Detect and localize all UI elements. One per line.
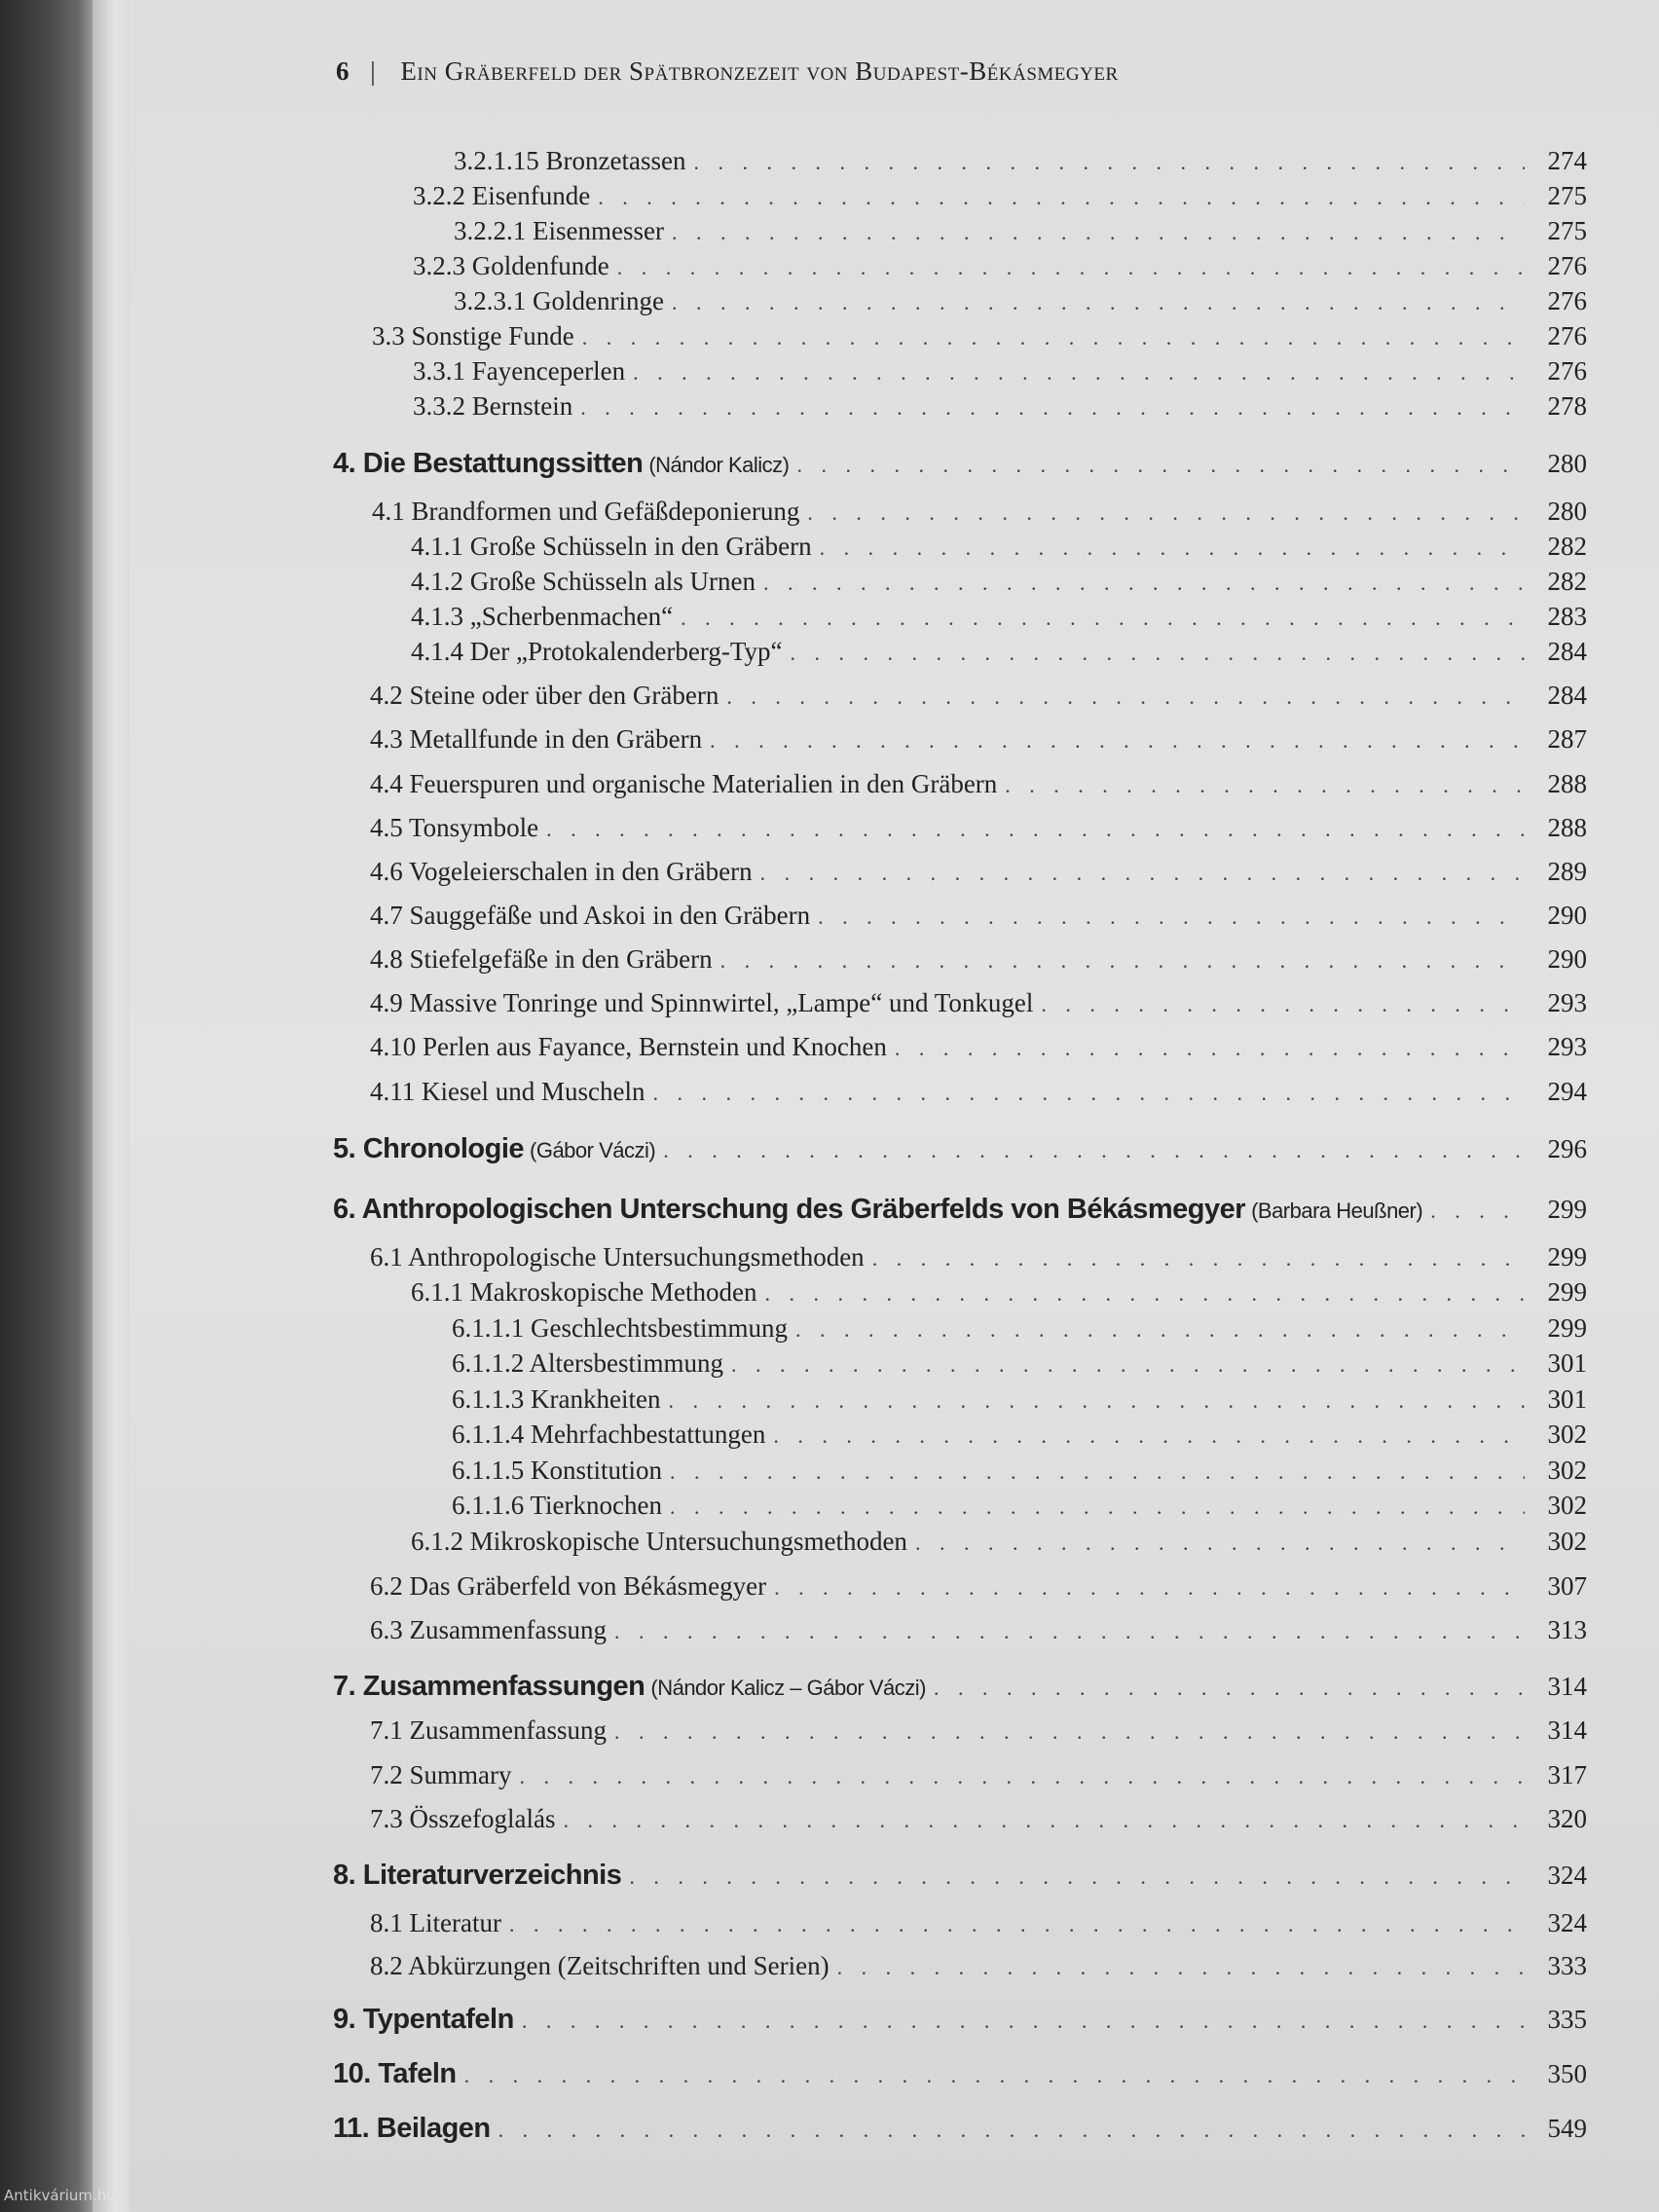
toc-entry [452, 1313, 1587, 1344]
toc-entry-label: 6.1.1.5 Konstitution [452, 1456, 663, 1485]
toc-leader-dots [720, 948, 1525, 974]
toc-entry [370, 1760, 1587, 1790]
toc-leader-dots [582, 325, 1525, 350]
toc-chapter-title [333, 448, 789, 480]
toc-entry-label: 3.2.3.1 Goldenringe [454, 286, 664, 315]
toc-entry-page: 288 [1547, 813, 1587, 842]
toc-entry-label: 4.2 Steine oder über den Gräbern [370, 681, 719, 710]
toc-leader-dots [598, 185, 1525, 210]
toc-entry-page: 276 [1547, 286, 1587, 315]
toc-entry-page: 302 [1547, 1419, 1587, 1449]
toc-entry-label: 6.1.1.6 Tierknochen [452, 1491, 662, 1520]
toc-entry-label: 8.1 Literatur [370, 1908, 501, 1937]
toc-entry-page: 275 [1547, 216, 1587, 245]
toc-leader-dots [763, 571, 1525, 596]
toc-entry [370, 944, 1587, 975]
toc-leader-dots [795, 1317, 1525, 1343]
toc-chapter-entry [333, 1860, 1587, 1892]
toc-entry-label: 4.1.2 Große Schüsseln als Urnen [411, 567, 756, 596]
toc-entry-label: 4.1.1 Große Schüsseln in den Gräbern [411, 532, 812, 561]
toc-entry [370, 1615, 1587, 1645]
toc-entry-label: 4.5 Tonsymbole [370, 813, 539, 842]
toc-leader-dots [580, 395, 1525, 421]
toc-entry-page: 333 [1547, 1951, 1587, 1980]
toc-leader-dots [710, 728, 1525, 754]
watermark-text: Antikvárium.hu [4, 2187, 116, 2204]
toc-entry-label: 3.2.2 Eisenfunde [413, 181, 591, 210]
toc-entry [452, 1384, 1587, 1415]
toc-entry-label: 6.1 Anthropologische Untersuchungsmethoden [370, 1242, 865, 1272]
toc-entry-label: 7.3 Összefoglalás [370, 1804, 556, 1833]
toc-entry-page: 290 [1547, 944, 1587, 974]
toc-leader-dots [1430, 1198, 1525, 1224]
toc-chapter-entry [333, 2058, 1587, 2090]
toc-entry-page: 284 [1547, 637, 1587, 666]
toc-leader-dots [509, 1912, 1525, 1937]
toc-entry-label: 6.1.1.2 Altersbestimmung [452, 1348, 723, 1378]
toc-leader-dots [726, 684, 1525, 710]
toc-entry-label: 6.3 Zusammenfassung [370, 1615, 607, 1644]
toc-entry [411, 1527, 1587, 1557]
toc-entry-page: 314 [1547, 1715, 1587, 1745]
toc-entry [413, 181, 1587, 211]
toc-chapter-author: (Barbara Heußner) [1251, 1198, 1423, 1223]
toc-entry-page: 294 [1547, 1077, 1587, 1106]
toc-entry [370, 1242, 1587, 1272]
toc-entry [370, 1077, 1587, 1107]
toc-entry-page: 301 [1547, 1384, 1587, 1414]
toc-entry-label: 4.11 Kiesel und Muscheln [370, 1077, 645, 1106]
toc-entry-page: 276 [1547, 251, 1587, 280]
toc-entry [452, 1456, 1587, 1486]
toc-leader-dots [522, 2009, 1525, 2034]
toc-chapter-label: 4. Die Bestattungssitten [333, 448, 644, 479]
toc-entry-label: 6.1.1.3 Krankheiten [452, 1384, 661, 1414]
toc-leader-dots [1005, 773, 1525, 798]
toc-chapter-entry [333, 1133, 1587, 1165]
toc-entry [370, 901, 1587, 931]
toc-chapter-entry [333, 448, 1587, 480]
toc-chapter-title [333, 2058, 457, 2090]
toc-entry-page: 324 [1547, 1861, 1587, 1890]
toc-leader-dots [670, 1494, 1525, 1520]
toc-entry [370, 988, 1587, 1018]
toc-entry-label: 6.1.1.4 Mehrfachbestattungen [452, 1419, 766, 1449]
toc-chapter-author: (Gábor Váczi) [530, 1138, 656, 1162]
toc-leader-dots [760, 861, 1525, 886]
toc-entry [454, 286, 1587, 316]
toc-entry-label: 4.1 Brandformen und Gefäßdeponierung [372, 497, 800, 526]
toc-entry-page: 313 [1547, 1615, 1587, 1644]
toc-chapter-title [333, 1194, 1422, 1226]
toc-entry-label: 7.1 Zusammenfassung [370, 1715, 607, 1745]
toc-leader-dots [820, 535, 1525, 561]
toc-entry [370, 813, 1587, 843]
toc-entry-page: 293 [1547, 1032, 1587, 1061]
toc-entry-page: 302 [1547, 1491, 1587, 1520]
toc-entry-label: 3.2.1.15 Bronzetassen [454, 146, 686, 175]
toc-leader-dots [546, 817, 1525, 842]
toc-entry [370, 1571, 1587, 1602]
toc-entry [413, 356, 1587, 387]
toc-leader-dots [652, 1081, 1525, 1106]
toc-entry [452, 1491, 1587, 1521]
toc-entry-label: 4.1.3 „Scherbenmachen“ [411, 602, 674, 631]
toc-entry [452, 1348, 1587, 1379]
toc-entry-page: 299 [1547, 1195, 1587, 1224]
toc-entry [370, 857, 1587, 887]
toc-leader-dots [790, 641, 1525, 666]
toc-chapter-entry [333, 1671, 1587, 1703]
toc-chapter-label: 5. Chronologie [333, 1133, 524, 1164]
toc-chapter-label: 10. Tafeln [333, 2058, 457, 2089]
toc-entry [413, 251, 1587, 281]
toc-entry-page: 290 [1547, 901, 1587, 930]
toc-leader-dots [693, 150, 1525, 175]
toc-entry [411, 637, 1587, 667]
toc-entry [454, 216, 1587, 246]
toc-entry-label: 3.3.1 Fayenceperlen [413, 356, 626, 386]
toc-entry [370, 1951, 1587, 1981]
toc-entry-page: 293 [1547, 988, 1587, 1017]
toc-entry-page: 324 [1547, 1908, 1587, 1937]
toc-entry-page: 289 [1547, 857, 1587, 886]
toc-entry-label: 8.2 Abkürzungen (Zeitschriften und Serien) [370, 1951, 830, 1980]
toc-entry-label: 4.9 Massive Tonringe und Spinnwirtel, „Lampe“ und Tonkugel [370, 988, 1034, 1017]
toc-leader-dots [796, 453, 1525, 478]
toc-entry-label: 7.2 Summary [370, 1760, 512, 1789]
toc-entry-label: 3.3.2 Bernstein [413, 391, 573, 421]
toc-leader-dots [672, 290, 1525, 315]
toc-chapter-entry [333, 2113, 1587, 2145]
toc-chapter-entry [333, 1194, 1587, 1226]
toc-entry-label: 3.2.2.1 Eisenmesser [454, 216, 664, 245]
toc-entry-label: 4.3 Metallfunde in den Gräbern [370, 724, 703, 754]
toc-leader-dots [629, 1864, 1525, 1890]
toc-chapter-title [333, 2004, 514, 2036]
toc-entry-page: 284 [1547, 681, 1587, 710]
toc-entry-page: 288 [1547, 769, 1587, 798]
toc-entry-label: 3.2.3 Goldenfunde [413, 251, 609, 280]
toc-leader-dots [563, 1808, 1525, 1833]
toc-entry-label: 4.7 Sauggefäße und Askoi in den Gräbern [370, 901, 811, 930]
toc-leader-dots [818, 904, 1525, 930]
toc-leader-dots [773, 1423, 1525, 1449]
toc-leader-dots [614, 1619, 1525, 1644]
toc-entry-label: 6.1.1 Makroskopische Methoden [411, 1277, 757, 1307]
toc-entry-page: 301 [1547, 1348, 1587, 1378]
toc-leader-dots [663, 1138, 1525, 1163]
toc-entry-page: 317 [1547, 1760, 1587, 1789]
toc-leader-dots [934, 1676, 1525, 1701]
toc-entry-page: 302 [1547, 1456, 1587, 1485]
toc-entry [370, 769, 1587, 799]
toc-entry-page: 280 [1547, 497, 1587, 526]
toc-entry-page: 278 [1547, 391, 1587, 421]
toc-leader-dots [520, 1764, 1526, 1789]
toc-entry-page: 276 [1547, 321, 1587, 350]
toc-chapter-label: 7. Zusammenfassungen [333, 1671, 645, 1702]
toc-leader-dots [670, 1459, 1525, 1485]
toc-entry-label: 4.8 Stiefelgefäße in den Gräbern [370, 944, 713, 974]
toc-leader-dots [807, 500, 1525, 526]
toc-entry-page: 280 [1547, 449, 1587, 478]
toc-chapter-title [333, 2113, 491, 2145]
toc-entry [370, 1804, 1587, 1834]
toc-entry [370, 1908, 1587, 1938]
toc-entry-label: 3.3 Sonstige Funde [372, 321, 574, 350]
toc-entry-page: 282 [1547, 567, 1587, 596]
toc-chapter-label: 6. Anthropologischen Unterschung des Gräberfelds von Békásmegyer [333, 1194, 1246, 1225]
toc-leader-dots [464, 2063, 1525, 2088]
toc-leader-dots [617, 255, 1525, 280]
toc-entry-label: 6.2 Das Gräberfeld von Békásmegyer [370, 1571, 767, 1601]
toc-leader-dots [774, 1575, 1525, 1601]
toc-entry [370, 681, 1587, 711]
toc-leader-dots [633, 360, 1525, 386]
toc-leader-dots [764, 1281, 1525, 1307]
toc-entry [370, 1032, 1587, 1062]
toc-chapter-title [333, 1133, 655, 1165]
toc-entry-page: 287 [1547, 724, 1587, 754]
toc-leader-dots [915, 1530, 1525, 1556]
toc-leader-dots [837, 1955, 1525, 1980]
toc-chapter-label: 8. Literaturverzeichnis [333, 1860, 622, 1891]
header-book-title: Ein Gräberfeld der Spätbronzezeit von Budapest-Békásmegyer [400, 56, 1119, 86]
toc-entry-page: 299 [1547, 1242, 1587, 1272]
toc-leader-dots [614, 1719, 1525, 1745]
toc-leader-dots [1041, 992, 1525, 1017]
toc-entry [411, 1277, 1587, 1308]
toc-entry [411, 602, 1587, 632]
toc-chapter-author: (Nándor Kalicz) [648, 453, 790, 477]
toc-entry-page: 549 [1547, 2114, 1587, 2143]
toc-leader-dots [498, 2118, 1525, 2143]
toc-entry-label: 4.10 Perlen aus Fayance, Bernstein und Knochen [370, 1032, 887, 1061]
toc-chapter-label: 11. Beilagen [333, 2113, 491, 2144]
toc-leader-dots [681, 606, 1525, 631]
toc-entry [452, 1419, 1587, 1450]
toc-entry [411, 567, 1587, 597]
toc-entry [411, 532, 1587, 562]
toc-entry-page: 276 [1547, 356, 1587, 386]
toc-entry [370, 724, 1587, 755]
toc-entry-label: 6.1.1.1 Geschlechtsbestimmung [452, 1313, 788, 1343]
toc-entry [372, 321, 1587, 351]
header-separator: | [370, 56, 377, 86]
toc-entry-page: 275 [1547, 181, 1587, 210]
toc-entry [413, 391, 1587, 422]
toc-entry-page: 307 [1547, 1571, 1587, 1601]
toc-entry-page: 350 [1547, 2059, 1587, 2088]
toc-entry [372, 497, 1587, 527]
toc-chapter-title [333, 1671, 926, 1703]
toc-chapter-label: 9. Typentafeln [333, 2004, 514, 2035]
toc-entry-page: 320 [1547, 1804, 1587, 1833]
toc-entry [370, 1715, 1587, 1746]
toc-leader-dots [872, 1246, 1525, 1272]
toc-entry-page: 299 [1547, 1313, 1587, 1343]
header-page-number: 6 [336, 56, 350, 86]
toc-entry-page: 335 [1547, 2005, 1587, 2034]
toc-entry-label: 4.6 Vogeleierschalen in den Gräbern [370, 857, 753, 886]
toc-entry-page: 302 [1547, 1527, 1587, 1556]
toc-chapter-entry [333, 2004, 1587, 2036]
toc-entry-label: 6.1.2 Mikroskopische Untersuchungsmethoden [411, 1527, 907, 1556]
toc-chapter-author: (Nándor Kalicz – Gábor Váczi) [650, 1676, 926, 1700]
toc-leader-dots [668, 1388, 1525, 1414]
toc-entry-page: 282 [1547, 532, 1587, 561]
toc-entry-label: 4.4 Feuerspuren und organische Materialien in den Gräbern [370, 769, 998, 798]
toc-chapter-title [333, 1860, 621, 1892]
toc-leader-dots [895, 1036, 1525, 1061]
toc-entry-page: 299 [1547, 1277, 1587, 1307]
toc-entry [454, 146, 1587, 176]
toc-entry-page: 274 [1547, 146, 1587, 175]
toc-entry-label: 4.1.4 Der „Protokalenderberg-Typ“ [411, 637, 783, 666]
toc-entry-page: 296 [1547, 1134, 1587, 1163]
toc-leader-dots [731, 1352, 1525, 1378]
toc-entry-page: 283 [1547, 602, 1587, 631]
toc-entry-page: 314 [1547, 1672, 1587, 1701]
toc-leader-dots [672, 220, 1525, 245]
